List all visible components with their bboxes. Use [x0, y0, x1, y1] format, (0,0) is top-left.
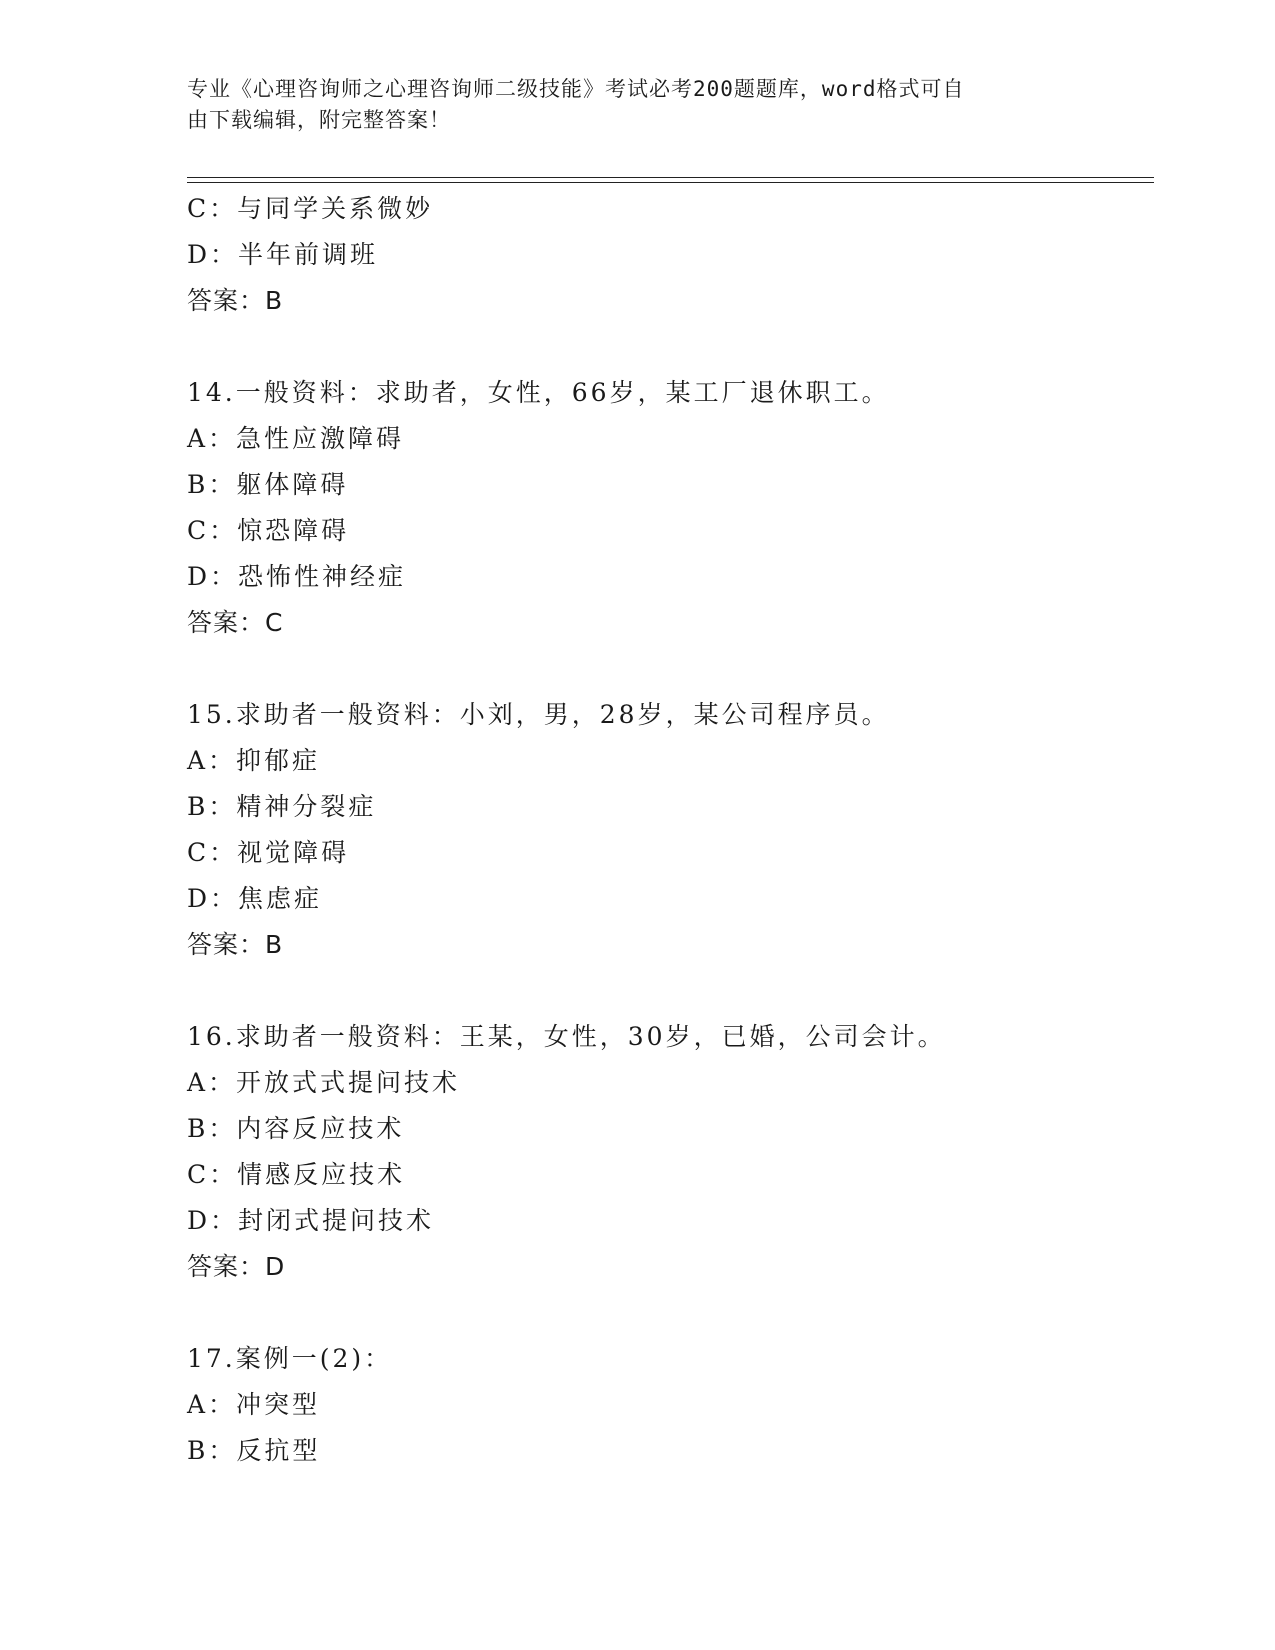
question-14 — [187, 370, 1154, 646]
option-a: A：抑郁症 — [187, 746, 321, 775]
header-divider-bottom — [187, 182, 1154, 183]
spacer — [187, 968, 1154, 1014]
document-header — [187, 74, 1077, 136]
answer-line: 答案：B — [187, 286, 284, 315]
answer-line: 答案：B — [187, 930, 284, 959]
option-d: D：焦虑症 — [187, 884, 323, 913]
question-15 — [187, 692, 1154, 968]
option-b: B：内容反应技术 — [187, 1114, 405, 1143]
option-d: D：封闭式提问技术 — [187, 1206, 435, 1235]
header-divider-top — [187, 177, 1154, 178]
option-c: C：视觉障碍 — [187, 838, 350, 867]
question-stem: 16.求助者一般资料：王某，女性，30岁，已婚，公司会计。 — [187, 1022, 946, 1051]
answer-line: 答案：C — [187, 608, 284, 637]
question-13-continuation — [187, 186, 1154, 324]
option-a: A：急性应激障碍 — [187, 424, 405, 453]
option-b: B：躯体障碍 — [187, 470, 349, 499]
spacer — [187, 1290, 1154, 1336]
question-stem: 14.一般资料：求助者，女性，66岁，某工厂退休职工。 — [187, 378, 890, 407]
question-16 — [187, 1014, 1154, 1290]
option-c: C：惊恐障碍 — [187, 516, 350, 545]
question-list — [187, 186, 1154, 1474]
option-c: C：情感反应技术 — [187, 1160, 406, 1189]
answer-line: 答案：D — [187, 1252, 286, 1281]
header-line-2: 由下载编辑，附完整答案！ — [187, 108, 451, 132]
option-d: D：恐怖性神经症 — [187, 562, 407, 591]
option-b: B：反抗型 — [187, 1436, 321, 1465]
spacer — [187, 646, 1154, 692]
option-d: D：半年前调班 — [187, 240, 379, 269]
question-17 — [187, 1336, 1154, 1474]
question-stem: 15.求助者一般资料：小刘，男，28岁，某公司程序员。 — [187, 700, 890, 729]
option-c: C：与同学关系微妙 — [187, 194, 434, 223]
spacer — [187, 324, 1154, 370]
option-b: B：精神分裂症 — [187, 792, 377, 821]
option-a: A：冲突型 — [187, 1390, 321, 1419]
header-line-1: 专业《心理咨询师之心理咨询师二级技能》考试必考200题题库，word格式可自 — [187, 77, 965, 101]
option-a: A：开放式式提问技术 — [187, 1068, 461, 1097]
question-stem: 17.案例一(2)： — [187, 1344, 393, 1373]
